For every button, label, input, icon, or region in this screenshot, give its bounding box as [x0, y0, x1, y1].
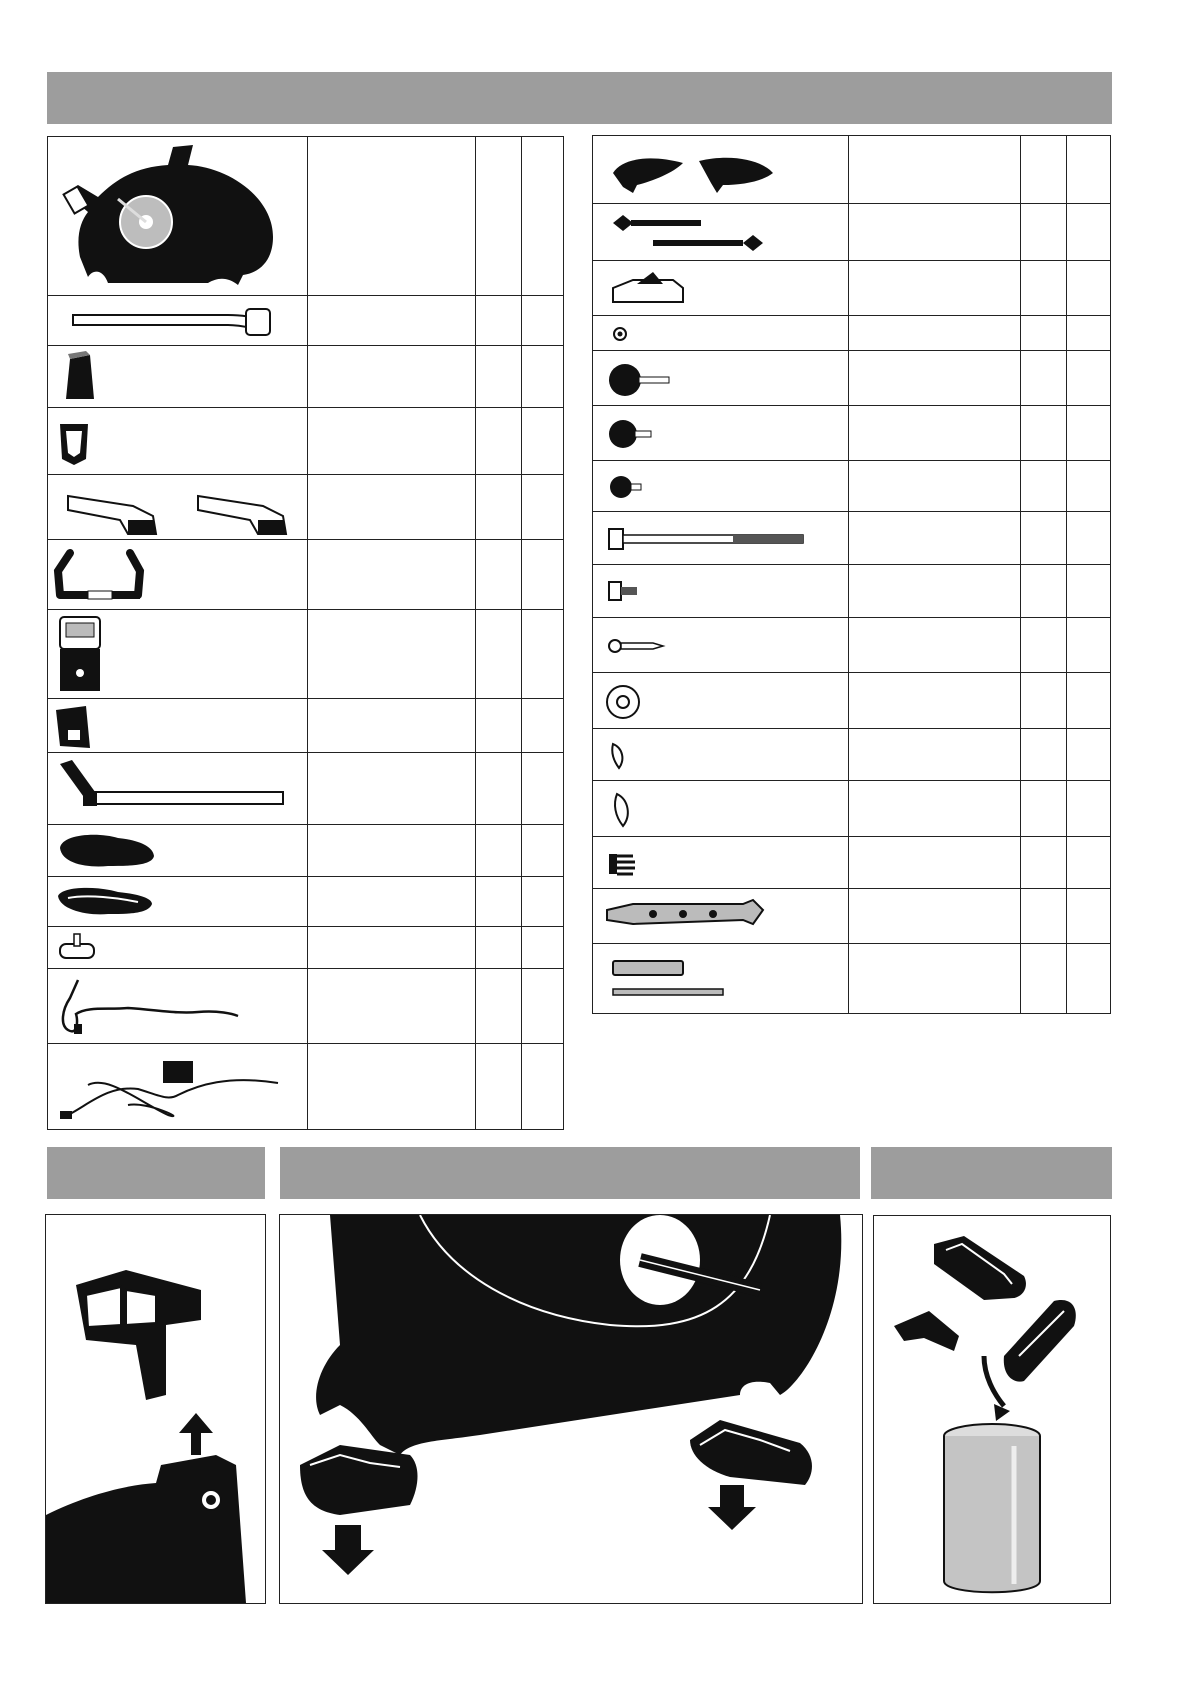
- table-row: [593, 351, 1111, 406]
- front-cover-icon: [48, 408, 308, 475]
- step2-header-bar: [280, 1147, 860, 1199]
- washer-icon: [593, 673, 849, 729]
- table-row: [48, 877, 564, 927]
- parts-table-right: [592, 135, 1111, 1014]
- knob-bolt-medium-icon: [593, 406, 849, 461]
- step1-illustration: [45, 1214, 266, 1604]
- long-bolt-icon: [593, 512, 849, 565]
- parts-table-left: [47, 136, 564, 1130]
- pedal-straps-icon: [593, 204, 849, 261]
- handlebar-icon: [48, 540, 308, 610]
- saddle-icon: [48, 825, 308, 877]
- nut-icon: [593, 316, 849, 351]
- seat-post-icon: [48, 753, 308, 825]
- table-row: [48, 346, 564, 408]
- step2-illustration: [279, 1214, 863, 1604]
- knob-bolt-long-icon: [593, 351, 849, 406]
- screw-icon: [593, 618, 849, 673]
- clamp-icon: [48, 927, 308, 969]
- saddle-bottom-icon: [48, 877, 308, 927]
- step1-header-bar: [47, 1147, 265, 1199]
- table-row: [593, 406, 1111, 461]
- table-row: [593, 204, 1111, 261]
- main-frame-icon: [48, 137, 308, 296]
- table-row: [48, 1044, 564, 1130]
- pedals-icon: [593, 136, 849, 204]
- table-row: [48, 408, 564, 475]
- power-adapter-icon: [48, 1044, 308, 1130]
- table-row: [593, 944, 1111, 1014]
- table-row: [48, 825, 564, 877]
- table-row: [48, 540, 564, 610]
- table-row: [48, 699, 564, 753]
- table-row: [593, 565, 1111, 618]
- anchor-plug-icon: [593, 837, 849, 889]
- table-row: [593, 316, 1111, 351]
- split-washer-small-icon: [593, 729, 849, 781]
- table-row: [593, 781, 1111, 837]
- knob-bolt-short-icon: [593, 461, 849, 512]
- foot-tube-icon: [48, 475, 308, 540]
- post-cover-icon: [48, 346, 308, 408]
- table-row: [593, 136, 1111, 204]
- short-bolt-icon: [593, 565, 849, 618]
- table-row: [48, 475, 564, 540]
- table-row: [593, 673, 1111, 729]
- bracket-cover-icon: [48, 699, 308, 753]
- table-row: [48, 296, 564, 346]
- table-row: [48, 610, 564, 699]
- table-row: [593, 261, 1111, 316]
- table-row: [48, 753, 564, 825]
- sensor-cable-icon: [48, 969, 308, 1044]
- socket-wrench-icon: [593, 944, 849, 1014]
- seat-slider-icon: [593, 261, 849, 316]
- table-row: [48, 137, 564, 296]
- table-row: [593, 461, 1111, 512]
- stabilizer-tube-icon: [48, 296, 308, 346]
- step3-header-bar: [871, 1147, 1112, 1199]
- table-row: [48, 927, 564, 969]
- step3-illustration: [873, 1215, 1111, 1604]
- table-row: [593, 512, 1111, 565]
- table-row: [48, 969, 564, 1044]
- table-row: [593, 618, 1111, 673]
- header-bar: [47, 72, 1112, 124]
- wrench-icon: [593, 889, 849, 944]
- table-row: [593, 729, 1111, 781]
- table-row: [593, 889, 1111, 944]
- split-washer-large-icon: [593, 781, 849, 837]
- table-row: [593, 837, 1111, 889]
- computer-console-icon: [48, 610, 308, 699]
